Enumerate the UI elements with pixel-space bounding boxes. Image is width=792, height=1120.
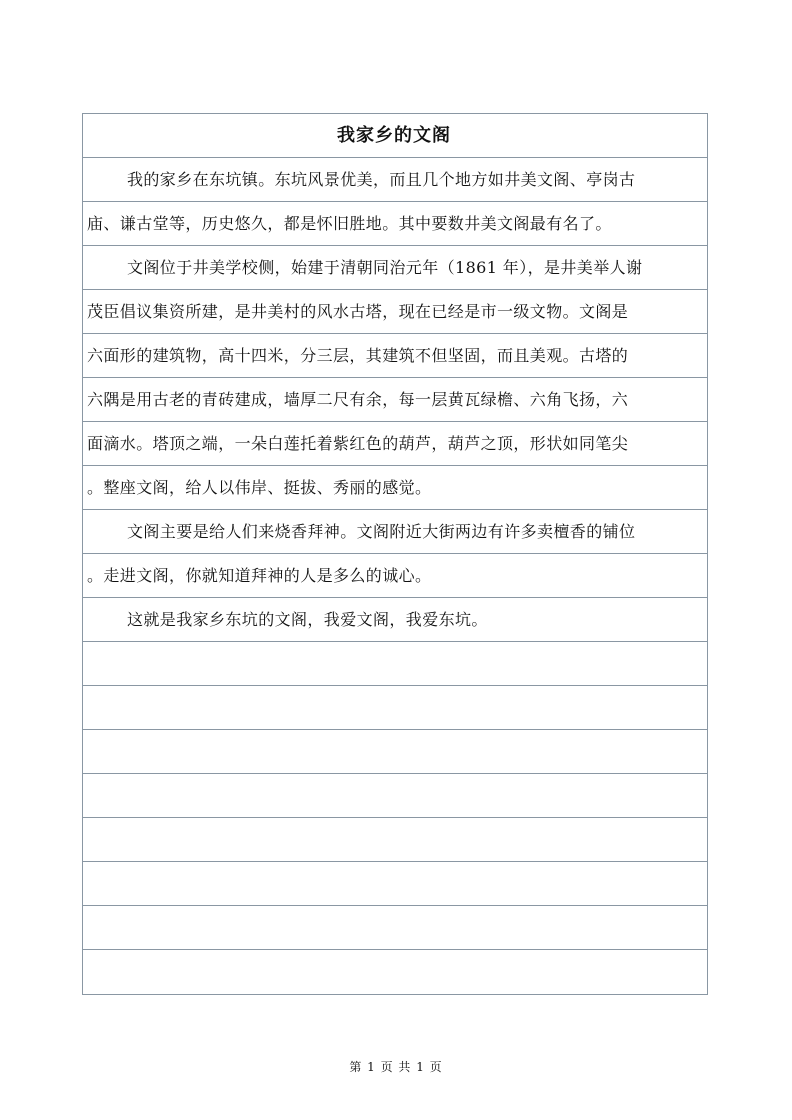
text-line: 面滴水。塔顶之端，一朵白莲托着紫红色的葫芦，葫芦之顶，形状如同笔尖 bbox=[83, 422, 707, 466]
essay-title: 我家乡的文阁 bbox=[83, 114, 707, 158]
empty-line bbox=[83, 818, 707, 862]
text-line: 。整座文阁，给人以伟岸、挺拔、秀丽的感觉。 bbox=[83, 466, 707, 510]
text-line: 六隅是用古老的青砖建成，墙厚二尺有余，每一层黄瓦绿檐、六角飞扬，六 bbox=[83, 378, 707, 422]
text-line: 茂臣倡议集资所建，是井美村的风水古塔，现在已经是市一级文物。文阁是 bbox=[83, 290, 707, 334]
text-line: 。走进文阁，你就知道拜神的人是多么的诚心。 bbox=[83, 554, 707, 598]
page-number: 第 1 页 共 1 页 bbox=[349, 1060, 443, 1074]
text-line: 庙、谦古堂等，历史悠久，都是怀旧胜地。其中要数井美文阁最有名了。 bbox=[83, 202, 707, 246]
text-line: 这就是我家乡东坑的文阁，我爱文阁，我爱东坑。 bbox=[83, 598, 707, 642]
empty-line bbox=[83, 730, 707, 774]
empty-line bbox=[83, 862, 707, 906]
empty-line bbox=[83, 642, 707, 686]
writing-grid bbox=[82, 113, 708, 995]
text-line: 文阁主要是给人们来烧香拜神。文阁附近大街两边有许多卖檀香的铺位 bbox=[83, 510, 707, 554]
empty-line bbox=[83, 774, 707, 818]
empty-line bbox=[83, 686, 707, 730]
empty-line bbox=[83, 950, 707, 994]
text-line: 我的家乡在东坑镇。东坑风景优美，而且几个地方如井美文阁、亭岗古 bbox=[83, 158, 707, 202]
text-line: 文阁位于井美学校侧，始建于清朝同治元年（1861 年），是井美举人谢 bbox=[83, 246, 707, 290]
text-line: 六面形的建筑物，高十四米，分三层，其建筑不但坚固，而且美观。古塔的 bbox=[83, 334, 707, 378]
empty-line bbox=[83, 906, 707, 950]
